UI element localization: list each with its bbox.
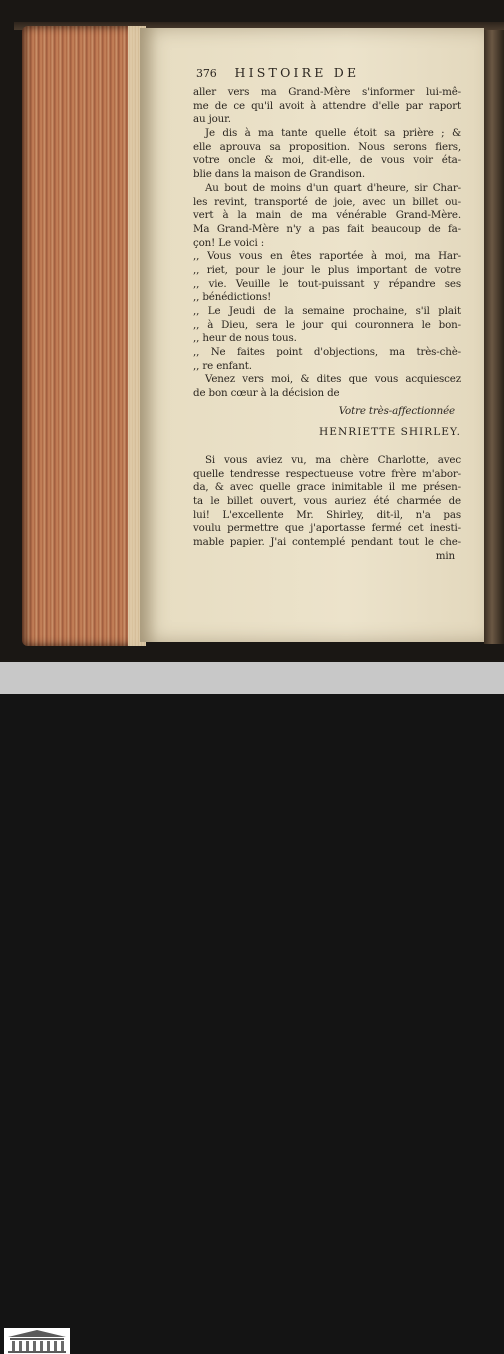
text-line: voulu permettre que j'aportasse fermé cet inesti- (193, 522, 461, 535)
text-line: ,, Vous vous en êtes raportée à moi, ma Har- (193, 250, 461, 263)
text-line: ,, Ne faites point d'objections, ma très-chè- (193, 346, 461, 359)
text-line: quelle tendresse respectueuse votre frère m'abor- (193, 467, 461, 480)
library-logo-icon (4, 1328, 70, 1354)
signature-closing: Votre très-affectionnée (338, 404, 455, 417)
text-line: de bon cœur à la décision de (193, 387, 340, 400)
page-edges (22, 26, 146, 646)
text-line: ,, riet, pour le jour le plus important de votre (193, 263, 461, 276)
text-line: mable papier. J'ai contemplé pendant tout le che- (193, 535, 461, 548)
text-line: elle aprouva sa proposition. Nous serons fiers, (193, 140, 461, 153)
text-line: ,, vie. Veuille le tout-puissant y répandre ses (193, 277, 461, 290)
text-line: blie dans la maison de Grandison. (193, 168, 365, 181)
signature-name: HENRIETTE SHIRLEY. (319, 425, 461, 438)
text-line: Ma Grand-Mère n'y a pas fait beaucoup de fa- (193, 222, 461, 235)
text-line: çon! Le voici : (193, 236, 265, 249)
text-line: ,, bénédictions! (193, 291, 272, 304)
text-line: me de ce qu'il avoit à attendre d'elle par raport (193, 99, 461, 112)
book-right-edge (484, 30, 504, 644)
footer-bar (0, 662, 504, 694)
page-header (196, 66, 461, 86)
catchword: min (435, 549, 455, 562)
text-line: ,, à Dieu, sera le jour qui couronnera le bon- (193, 318, 461, 331)
text-line: ,, heur de nous tous. (193, 332, 297, 345)
paragraph-gap (193, 446, 461, 454)
text-line: au jour. (193, 113, 231, 126)
text-line: ta le billet ouvert, vous auriez été charmée de (193, 494, 461, 507)
text-line: da, & avec quelle grace inimitable il me présen- (193, 481, 461, 494)
page-text (193, 66, 461, 563)
text-line: Venez vers moi, & dites que vous acquiescez (205, 373, 461, 386)
text-line: les revint, transporté de joie, avec un billet ou- (193, 195, 461, 208)
text-line: Si vous aviez vu, ma chère Charlotte, avec (205, 453, 461, 466)
text-line: Je dis à ma tante quelle étoit sa prière ; & (205, 127, 461, 140)
page-number: 376 (196, 67, 217, 80)
text-line: aller vers ma Grand-Mère s'informer lui-mê- (193, 86, 461, 98)
text-line: ,, re enfant. (193, 359, 252, 372)
text-line: Au bout de moins d'un quart d'heure, sir Char- (205, 181, 461, 194)
book-photo (0, 0, 504, 662)
text-line: vert à la main de ma vénérable Grand-Mère. (193, 209, 461, 222)
text-line: lui! L'excellente Mr. Shirley, dit-il, n'a pas (193, 508, 461, 521)
running-title: HISTOIRE DE (234, 65, 360, 80)
text-line: votre oncle & moi, dit-elle, de vous voir éta- (193, 154, 461, 167)
text-line: ,, Le Jeudi de la semaine prochaine, s'il plait (193, 305, 461, 317)
